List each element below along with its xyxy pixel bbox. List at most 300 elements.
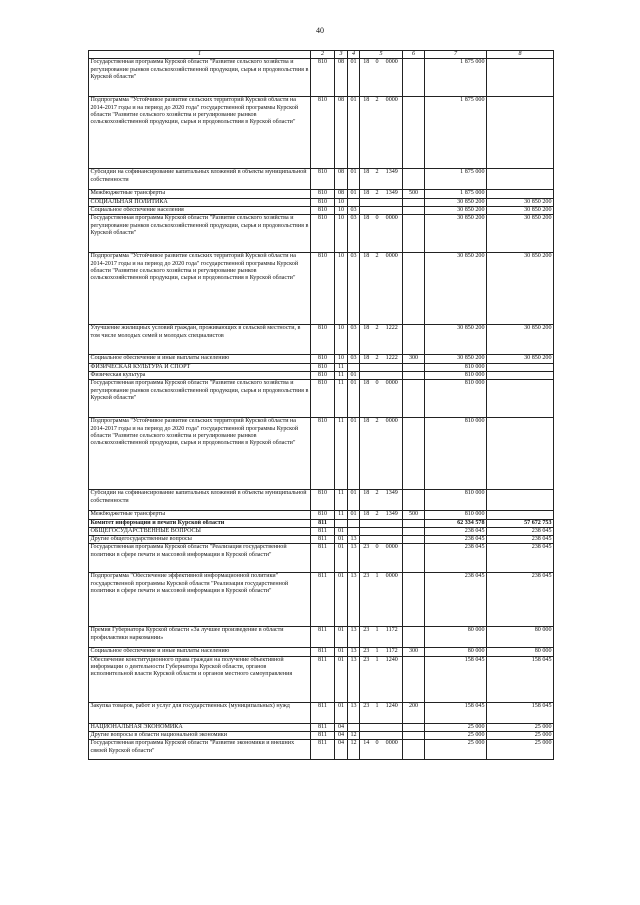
subprogram-code-cell: 0	[373, 380, 382, 418]
program-code-cell: 18	[360, 169, 373, 190]
ministry-code-cell: 810	[311, 97, 335, 169]
amount-col8-cell: 238 045	[487, 536, 554, 544]
ministry-code-cell: 810	[311, 206, 335, 214]
event-code-cell: 0000	[382, 59, 403, 97]
event-code-cell: 0000	[382, 215, 403, 253]
subprogram-code-cell: 2	[373, 511, 382, 519]
row-name-cell: Обеспечение конституционного права граждан на получение объективной информации о деятельности Губернатора Курской области, органов исполнительной власти Курской области и органов местного самоуправления	[89, 656, 311, 702]
ministry-code-cell: 811	[311, 627, 335, 648]
subprogram-code-cell: 2	[373, 253, 382, 325]
amount-col8-cell: 30 850 200	[487, 215, 554, 253]
row-name-cell: Социальное обеспечение и иные выплаты населению	[89, 648, 311, 656]
program-code-cell: 18	[360, 418, 373, 490]
event-code-cell: 0000	[382, 740, 403, 760]
ministry-code-cell: 810	[311, 215, 335, 253]
ministry-code-cell: 811	[311, 732, 335, 740]
ministry-code-cell: 810	[311, 253, 335, 325]
subprogram-code-cell: 0	[373, 215, 382, 253]
row-name-cell: НАЦИОНАЛЬНАЯ ЭКОНОМИКА	[89, 723, 311, 731]
amount-col8-cell: 30 850 200	[487, 325, 554, 355]
subprogram-code-cell: 2	[373, 490, 382, 511]
amount-col8-cell: 238 045	[487, 573, 554, 627]
amount-col8-cell	[487, 97, 554, 169]
amount-col7-cell: 1 875 000	[425, 97, 487, 169]
event-code-cell: 1172	[382, 627, 403, 648]
section-code-cell: 01	[335, 656, 348, 702]
amount-col7-cell: 238 045	[425, 544, 487, 573]
program-code-cell: 18	[360, 355, 373, 363]
table-row	[89, 325, 554, 355]
ministry-code-cell: 810	[311, 380, 335, 418]
amount-col7-cell: 1 875 000	[425, 59, 487, 97]
subprogram-code-cell: 2	[373, 418, 382, 490]
subsection-code-cell: 12	[348, 732, 360, 740]
section-code-cell: 11	[335, 363, 348, 371]
table-row	[89, 490, 554, 511]
event-code-cell: 1240	[382, 656, 403, 702]
subsection-code-cell: 01	[348, 380, 360, 418]
amount-col8-cell: 158 045	[487, 702, 554, 723]
program-code-cell	[360, 732, 373, 740]
subprogram-code-cell	[373, 198, 382, 206]
row-name-cell: Государственная программа Курской области "Реализация государственной политики в сфере печати и массовой информации в Курской области"	[89, 544, 311, 573]
section-code-cell: 01	[335, 627, 348, 648]
table-row	[89, 215, 554, 253]
section-code-cell: 04	[335, 723, 348, 731]
subsection-code-cell: 13	[348, 573, 360, 627]
row-name-cell: Другие общегосударственные вопросы	[89, 536, 311, 544]
header-cell: 1	[89, 51, 311, 59]
table-row	[89, 511, 554, 519]
row-name-cell: Комитет информации и печати Курской области	[89, 519, 311, 527]
amount-col8-cell: 25 000	[487, 740, 554, 760]
row-name-cell: Субсидии на софинансирование капитальных вложений в объекты муниципальной собственности	[89, 490, 311, 511]
table-row	[89, 732, 554, 740]
subsection-code-cell: 03	[348, 215, 360, 253]
section-code-cell: 08	[335, 97, 348, 169]
subprogram-code-cell: 2	[373, 97, 382, 169]
ministry-code-cell: 811	[311, 656, 335, 702]
event-code-cell: 1172	[382, 648, 403, 656]
section-code-cell: 01	[335, 573, 348, 627]
program-code-cell: 18	[360, 97, 373, 169]
amount-col7-cell: 810 000	[425, 363, 487, 371]
header-cell: 6	[403, 51, 425, 59]
amount-col7-cell: 25 000	[425, 723, 487, 731]
subprogram-code-cell: 0	[373, 59, 382, 97]
table-row	[89, 627, 554, 648]
event-code-cell: 0000	[382, 97, 403, 169]
subprogram-code-cell: 1	[373, 627, 382, 648]
table-row	[89, 371, 554, 379]
subprogram-code-cell: 1	[373, 702, 382, 723]
section-code-cell: 01	[335, 527, 348, 535]
row-name-cell: Государственная программа Курской области "Развитие экономики и внешних связей Курской области"	[89, 740, 311, 760]
amount-col7-cell: 80 000	[425, 627, 487, 648]
amount-col7-cell: 810 000	[425, 380, 487, 418]
section-code-cell: 01	[335, 544, 348, 573]
section-code-cell: 01	[335, 648, 348, 656]
row-name-cell: Премия Губернатора Курской области «За лучшее произведение в области профилактики наркомании»	[89, 627, 311, 648]
row-name-cell: Подпрограмма "Устойчивое развитие сельских территорий Курской области на 2014-2017 годы и на период до 2020 года" государственной программы Курской области "Развитие сельского хозяйства и регулирование рынков сельскохозяйственной продукции, сырья и продовольствия в Курской области"	[89, 418, 311, 490]
section-code-cell: 04	[335, 740, 348, 760]
program-code-cell: 18	[360, 215, 373, 253]
section-code-cell: 10	[335, 355, 348, 363]
program-code-cell	[360, 206, 373, 214]
event-code-cell: 1240	[382, 702, 403, 723]
table-row	[89, 59, 554, 97]
amount-col8-cell: 30 850 200	[487, 198, 554, 206]
amount-col7-cell: 30 850 200	[425, 215, 487, 253]
row-name-cell: ФИЗИЧЕСКАЯ КУЛЬТУРА И СПОРТ	[89, 363, 311, 371]
event-code-cell: 0000	[382, 380, 403, 418]
amount-col8-cell	[487, 418, 554, 490]
program-code-cell: 23	[360, 573, 373, 627]
ministry-code-cell: 811	[311, 527, 335, 535]
program-code-cell: 18	[360, 490, 373, 511]
amount-col8-cell: 25 000	[487, 732, 554, 740]
program-code-cell: 23	[360, 648, 373, 656]
row-name-cell: Государственная программа Курской области "Развитие сельского хозяйства и регулирование рынков сельскохозяйственной продукции, сырья и продовольствия в Курской области"	[89, 215, 311, 253]
table-row	[89, 169, 554, 190]
event-code-cell: 0000	[382, 253, 403, 325]
amount-col8-cell	[487, 169, 554, 190]
table-row	[89, 740, 554, 760]
ministry-code-cell: 811	[311, 648, 335, 656]
amount-col7-cell: 30 850 200	[425, 325, 487, 355]
event-code-cell: 1349	[382, 190, 403, 198]
amount-col8-cell: 30 850 200	[487, 253, 554, 325]
amount-col8-cell	[487, 59, 554, 97]
table-row	[89, 363, 554, 371]
amount-col7-cell: 30 850 200	[425, 198, 487, 206]
ministry-code-cell: 811	[311, 723, 335, 731]
header-cell: 3	[335, 51, 348, 59]
subsection-code-cell: 13	[348, 627, 360, 648]
row-name-cell: Социальное обеспечение и иные выплаты населению	[89, 355, 311, 363]
subsection-code-cell: 01	[348, 490, 360, 511]
expense-type-cell	[403, 723, 425, 731]
event-code-cell	[382, 732, 403, 740]
amount-col8-cell: 30 850 200	[487, 355, 554, 363]
subsection-code-cell: 13	[348, 656, 360, 702]
table-row	[89, 702, 554, 723]
event-code-cell: 0000	[382, 573, 403, 627]
amount-col8-cell	[487, 363, 554, 371]
program-code-cell: 18	[360, 59, 373, 97]
amount-col7-cell: 80 000	[425, 648, 487, 656]
expense-type-cell	[403, 169, 425, 190]
table-row	[89, 519, 554, 527]
ministry-code-cell: 811	[311, 573, 335, 627]
subsection-code-cell	[348, 527, 360, 535]
event-code-cell: 1349	[382, 490, 403, 511]
event-code-cell: 1222	[382, 355, 403, 363]
table-header-row	[89, 51, 554, 59]
amount-col8-cell: 80 000	[487, 627, 554, 648]
amount-col7-cell: 1 875 000	[425, 169, 487, 190]
subsection-code-cell: 01	[348, 418, 360, 490]
expense-type-cell	[403, 527, 425, 535]
amount-col7-cell: 62 334 578	[425, 519, 487, 527]
expense-type-cell: 500	[403, 511, 425, 519]
table-row	[89, 380, 554, 418]
section-code-cell: 10	[335, 206, 348, 214]
section-code-cell: 11	[335, 418, 348, 490]
program-code-cell: 18	[360, 511, 373, 519]
event-code-cell: 0000	[382, 544, 403, 573]
subprogram-code-cell: 1	[373, 648, 382, 656]
table-row	[89, 198, 554, 206]
table-row	[89, 527, 554, 535]
subsection-code-cell: 03	[348, 325, 360, 355]
program-code-cell: 18	[360, 190, 373, 198]
row-name-cell: Подпрограмма "Устойчивое развитие сельских территорий Курской области на 2014-2017 годы и на период до 2020 года" государственной программы Курской области "Развитие сельского хозяйства и регулирование рынков сельскохозяйственной продукции, сырья и продовольствия в Курской области"	[89, 253, 311, 325]
amount-col8-cell	[487, 490, 554, 511]
row-name-cell: Субсидии на софинансирование капитальных вложений в объекты муниципальной собственности	[89, 169, 311, 190]
amount-col7-cell: 30 850 200	[425, 253, 487, 325]
amount-col7-cell: 238 045	[425, 536, 487, 544]
expense-type-cell	[403, 206, 425, 214]
row-name-cell: Закупка товаров, работ и услуг для государственных (муниципальных) нужд	[89, 702, 311, 723]
expense-type-cell	[403, 380, 425, 418]
section-code-cell: 10	[335, 325, 348, 355]
subprogram-code-cell: 2	[373, 169, 382, 190]
expense-type-cell	[403, 418, 425, 490]
section-code-cell: 11	[335, 371, 348, 379]
amount-col7-cell: 238 045	[425, 573, 487, 627]
subsection-code-cell: 01	[348, 97, 360, 169]
expense-type-cell	[403, 325, 425, 355]
subsection-code-cell	[348, 363, 360, 371]
subprogram-code-cell	[373, 723, 382, 731]
subprogram-code-cell	[373, 206, 382, 214]
amount-col7-cell: 810 000	[425, 490, 487, 511]
section-code-cell	[335, 519, 348, 527]
program-code-cell	[360, 519, 373, 527]
subsection-code-cell: 01	[348, 371, 360, 379]
program-code-cell	[360, 198, 373, 206]
header-cell: 5	[360, 51, 403, 59]
program-code-cell	[360, 527, 373, 535]
program-code-cell: 23	[360, 627, 373, 648]
row-name-cell: Государственная программа Курской области "Развитие сельского хозяйства и регулирование рынков сельскохозяйственной продукции, сырья и продовольствия в Курской области"	[89, 59, 311, 97]
subprogram-code-cell	[373, 527, 382, 535]
expense-type-cell	[403, 536, 425, 544]
event-code-cell	[382, 198, 403, 206]
amount-col8-cell: 238 045	[487, 527, 554, 535]
subprogram-code-cell	[373, 363, 382, 371]
event-code-cell: 0000	[382, 418, 403, 490]
amount-col8-cell: 238 045	[487, 544, 554, 573]
page-number: 40	[316, 26, 324, 35]
ministry-code-cell: 811	[311, 544, 335, 573]
subsection-code-cell: 01	[348, 59, 360, 97]
row-name-cell: Межбюджетные трансферты	[89, 511, 311, 519]
expense-type-cell: 200	[403, 702, 425, 723]
subsection-code-cell: 12	[348, 740, 360, 760]
table-row	[89, 418, 554, 490]
subsection-code-cell: 13	[348, 536, 360, 544]
ministry-code-cell: 810	[311, 418, 335, 490]
amount-col7-cell: 810 000	[425, 371, 487, 379]
subprogram-code-cell	[373, 732, 382, 740]
ministry-code-cell: 811	[311, 702, 335, 723]
expense-type-cell	[403, 198, 425, 206]
row-name-cell: Государственная программа Курской области "Развитие сельского хозяйства и регулирование рынков сельскохозяйственной продукции, сырья и продовольствия в Курской области"	[89, 380, 311, 418]
amount-col8-cell: 158 045	[487, 656, 554, 702]
section-code-cell: 08	[335, 59, 348, 97]
ministry-code-cell: 810	[311, 198, 335, 206]
amount-col7-cell: 158 045	[425, 656, 487, 702]
table-row	[89, 355, 554, 363]
table-row	[89, 723, 554, 731]
row-name-cell: СОЦИАЛЬНАЯ ПОЛИТИКА	[89, 198, 311, 206]
ministry-code-cell: 810	[311, 355, 335, 363]
amount-col7-cell: 810 000	[425, 418, 487, 490]
expense-type-cell	[403, 215, 425, 253]
expense-type-cell	[403, 490, 425, 511]
amount-col7-cell: 25 000	[425, 740, 487, 760]
ministry-code-cell: 811	[311, 536, 335, 544]
amount-col7-cell: 810 000	[425, 511, 487, 519]
amount-col8-cell: 57 672 753	[487, 519, 554, 527]
subprogram-code-cell: 2	[373, 355, 382, 363]
section-code-cell: 01	[335, 702, 348, 723]
amount-col8-cell	[487, 380, 554, 418]
expense-type-cell: 500	[403, 190, 425, 198]
amount-col8-cell: 80 000	[487, 648, 554, 656]
section-code-cell: 11	[335, 490, 348, 511]
ministry-code-cell: 810	[311, 490, 335, 511]
table-row	[89, 536, 554, 544]
amount-col7-cell: 238 045	[425, 527, 487, 535]
expense-type-cell: 300	[403, 648, 425, 656]
row-name-cell: Физическая культура	[89, 371, 311, 379]
row-name-cell: Подпрограмма "Обеспечение эффективной информационной политики" государственной программы Курской области "Реализация государственной политики в сфере печати и массовой информации в Курской области"	[89, 573, 311, 627]
subsection-code-cell: 01	[348, 190, 360, 198]
subsection-code-cell: 13	[348, 544, 360, 573]
section-code-cell: 11	[335, 511, 348, 519]
subprogram-code-cell: 2	[373, 190, 382, 198]
table-row	[89, 573, 554, 627]
expense-type-cell	[403, 59, 425, 97]
subprogram-code-cell: 0	[373, 740, 382, 760]
event-code-cell	[382, 527, 403, 535]
section-code-cell: 10	[335, 198, 348, 206]
expense-type-cell	[403, 519, 425, 527]
event-code-cell	[382, 206, 403, 214]
program-code-cell: 23	[360, 656, 373, 702]
subsection-code-cell: 13	[348, 648, 360, 656]
table-row	[89, 190, 554, 198]
program-code-cell: 14	[360, 740, 373, 760]
table-row	[89, 206, 554, 214]
subprogram-code-cell	[373, 519, 382, 527]
expense-type-cell	[403, 363, 425, 371]
table-row	[89, 97, 554, 169]
event-code-cell: 1222	[382, 325, 403, 355]
section-code-cell: 08	[335, 190, 348, 198]
expense-type-cell	[403, 740, 425, 760]
row-name-cell: Другие вопросы в области национальной экономики	[89, 732, 311, 740]
section-code-cell: 10	[335, 215, 348, 253]
event-code-cell: 1349	[382, 169, 403, 190]
ministry-code-cell: 810	[311, 325, 335, 355]
amount-col7-cell: 158 045	[425, 702, 487, 723]
expense-type-cell	[403, 371, 425, 379]
header-cell: 8	[487, 51, 554, 59]
header-cell: 2	[311, 51, 335, 59]
row-name-cell: Межбюджетные трансферты	[89, 190, 311, 198]
subsection-code-cell: 03	[348, 206, 360, 214]
amount-col8-cell	[487, 511, 554, 519]
program-code-cell	[360, 723, 373, 731]
ministry-code-cell: 810	[311, 59, 335, 97]
row-name-cell: Подпрограмма "Устойчивое развитие сельских территорий Курской области на 2014-2017 годы и на период до 2020 года" государственной программы Курской области "Развитие сельского хозяйства и регулирование рынков сельскохозяйственной продукции, сырья и продовольствия в Курской области"	[89, 97, 311, 169]
expense-type-cell	[403, 573, 425, 627]
table-row	[89, 544, 554, 573]
expense-type-cell	[403, 656, 425, 702]
subprogram-code-cell: 1	[373, 656, 382, 702]
subsection-code-cell: 03	[348, 355, 360, 363]
ministry-code-cell: 810	[311, 371, 335, 379]
section-code-cell: 01	[335, 536, 348, 544]
table-row	[89, 648, 554, 656]
amount-col8-cell: 30 850 200	[487, 206, 554, 214]
ministry-code-cell: 810	[311, 363, 335, 371]
row-name-cell: Улучшение жилищных условий граждан, проживающих в сельской местности, в том числе молодых семей и молодых специалистов	[89, 325, 311, 355]
row-name-cell: Социальное обеспечение населения	[89, 206, 311, 214]
expense-type-cell	[403, 627, 425, 648]
amount-col7-cell: 1 875 000	[425, 190, 487, 198]
ministry-code-cell: 811	[311, 740, 335, 760]
amount-col8-cell: 25 000	[487, 723, 554, 731]
amount-col7-cell: 25 000	[425, 732, 487, 740]
row-name-cell: ОБЩЕГОСУДАРСТВЕННЫЕ ВОПРОСЫ	[89, 527, 311, 535]
subprogram-code-cell: 1	[373, 573, 382, 627]
program-code-cell	[360, 363, 373, 371]
section-code-cell: 11	[335, 380, 348, 418]
program-code-cell: 23	[360, 702, 373, 723]
header-cell: 7	[425, 51, 487, 59]
program-code-cell: 18	[360, 380, 373, 418]
subprogram-code-cell	[373, 536, 382, 544]
event-code-cell	[382, 371, 403, 379]
program-code-cell: 18	[360, 325, 373, 355]
subsection-code-cell: 01	[348, 169, 360, 190]
header-cell: 4	[348, 51, 360, 59]
ministry-code-cell: 811	[311, 519, 335, 527]
ministry-code-cell: 810	[311, 190, 335, 198]
section-code-cell: 10	[335, 253, 348, 325]
program-code-cell: 23	[360, 544, 373, 573]
expense-type-cell: 300	[403, 355, 425, 363]
table-row	[89, 656, 554, 702]
section-code-cell: 04	[335, 732, 348, 740]
amount-col7-cell: 30 850 200	[425, 206, 487, 214]
event-code-cell	[382, 536, 403, 544]
event-code-cell	[382, 519, 403, 527]
subsection-code-cell	[348, 723, 360, 731]
program-code-cell: 18	[360, 253, 373, 325]
amount-col8-cell	[487, 190, 554, 198]
budget-table	[88, 50, 554, 760]
amount-col8-cell	[487, 371, 554, 379]
event-code-cell	[382, 363, 403, 371]
subprogram-code-cell: 0	[373, 544, 382, 573]
subsection-code-cell: 03	[348, 253, 360, 325]
